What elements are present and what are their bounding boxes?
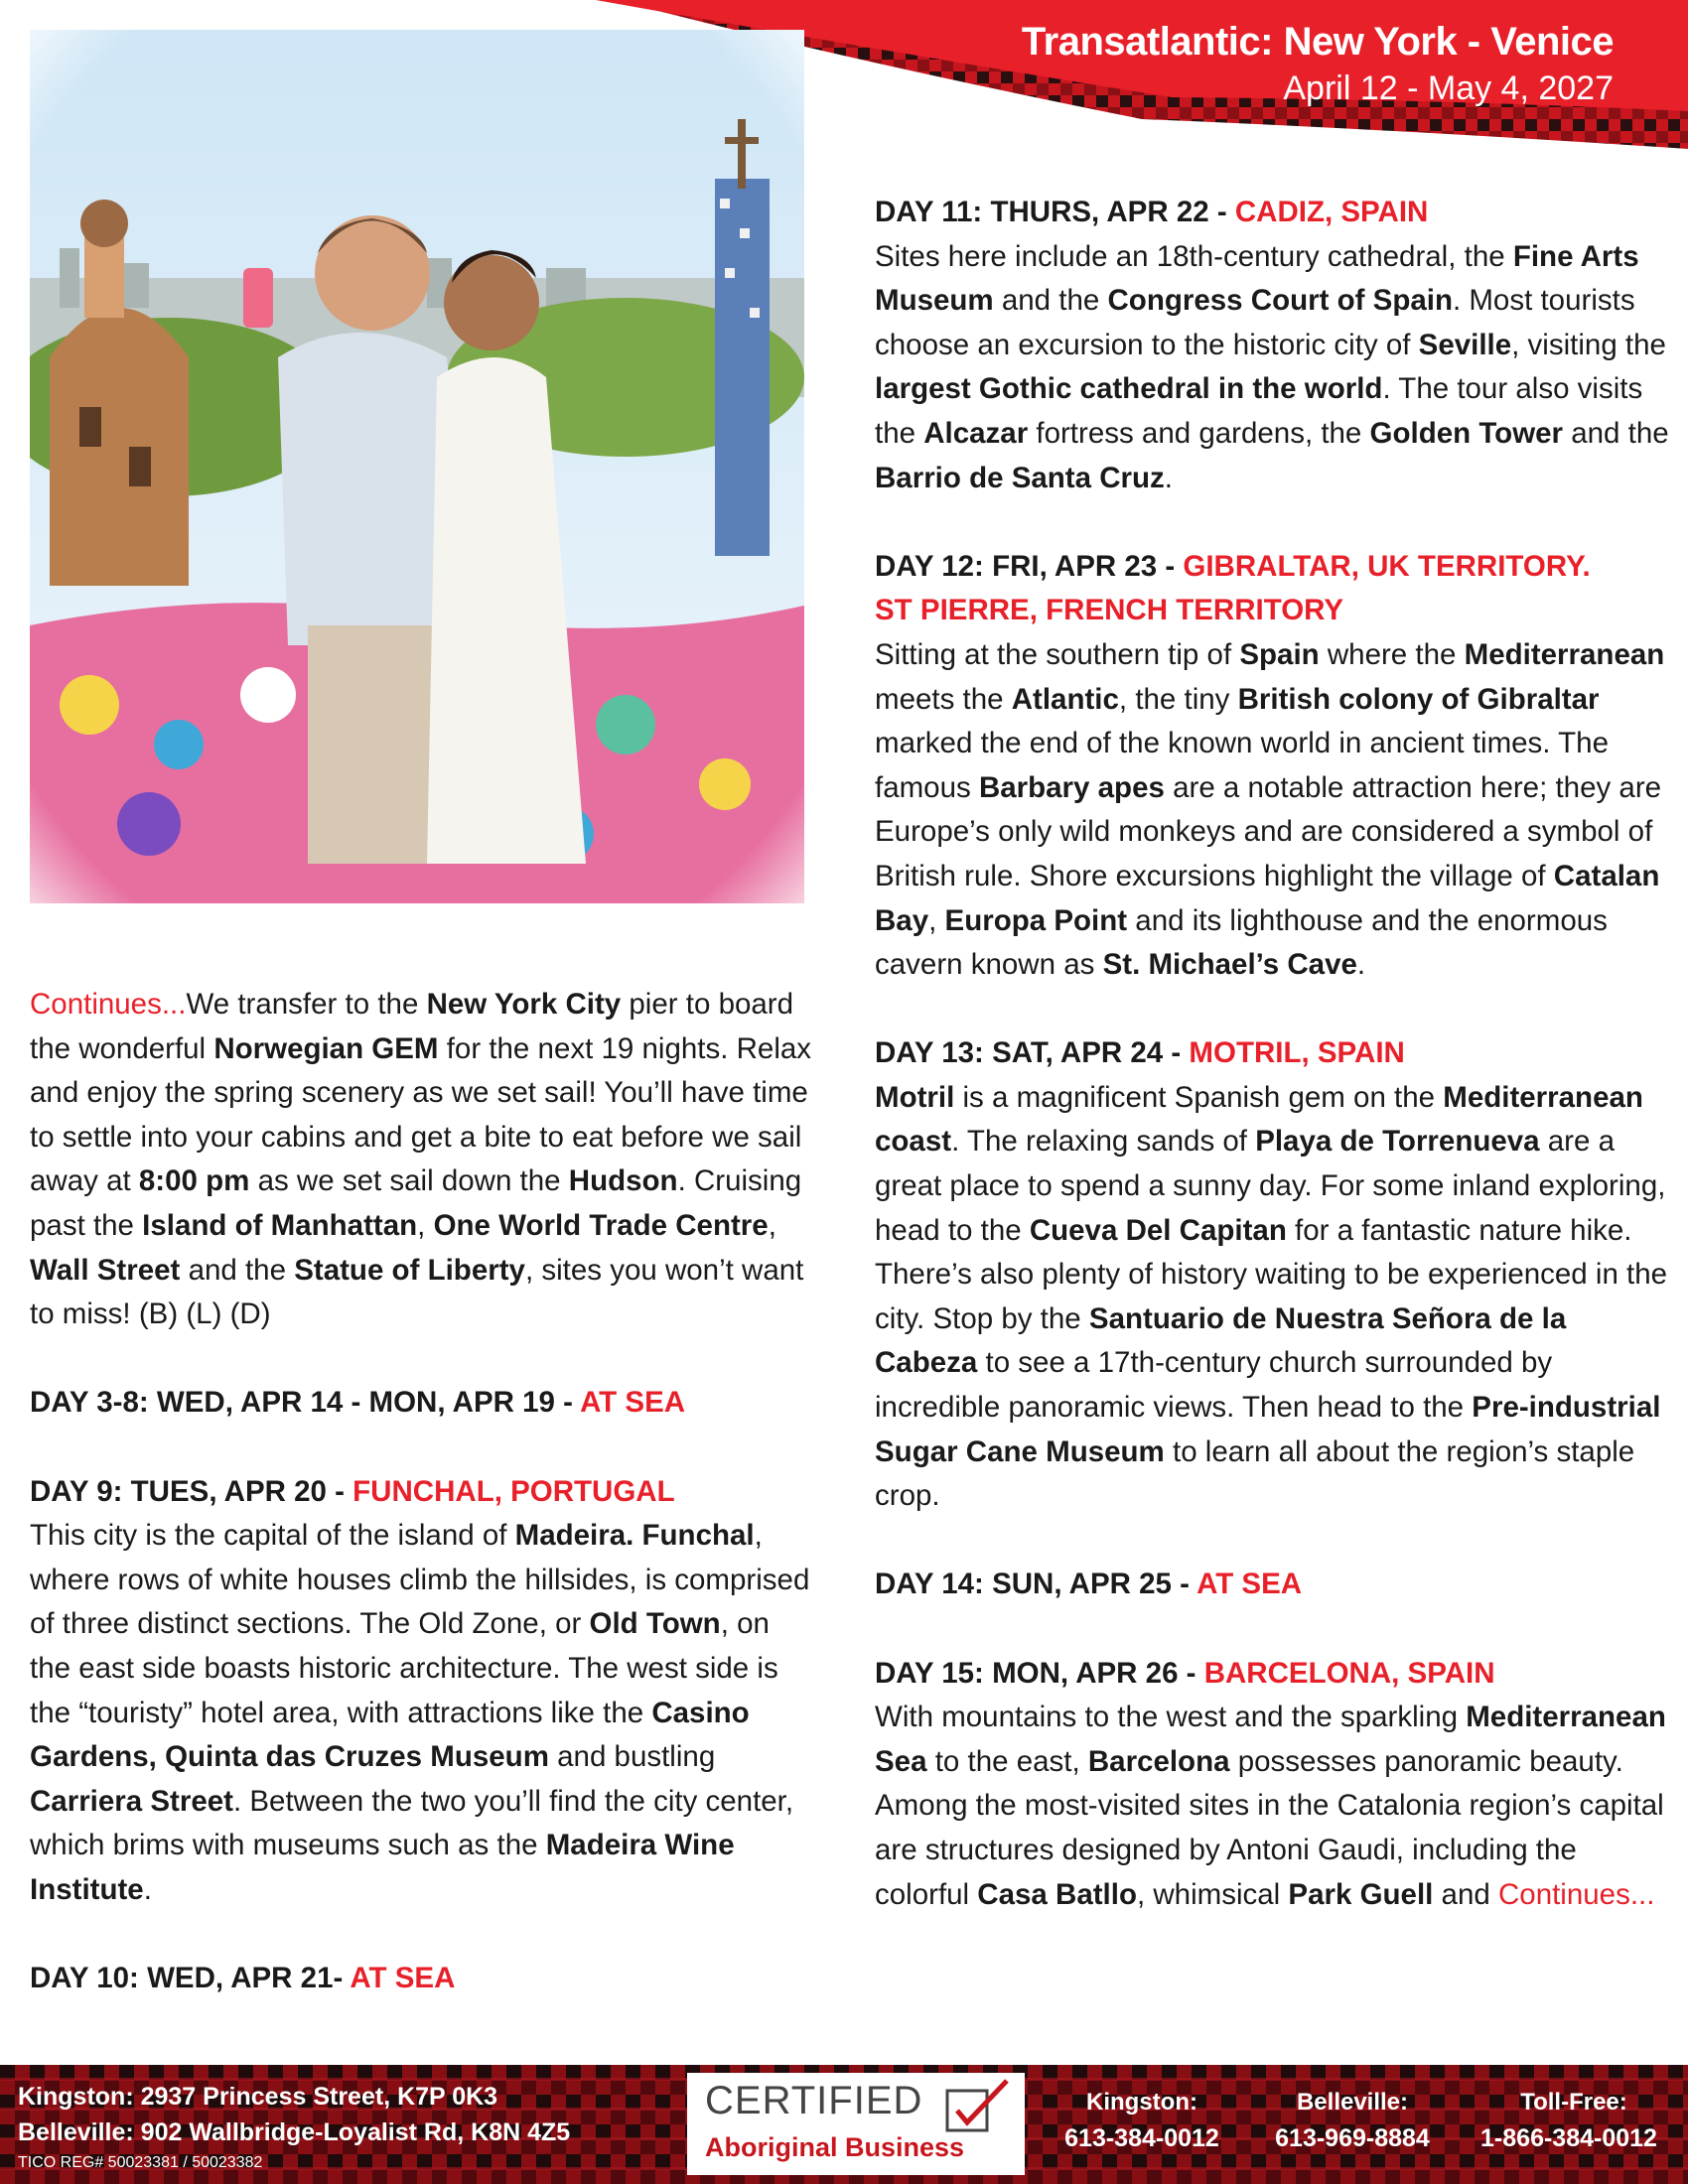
kingston-phone-label: Kingston: xyxy=(1086,2089,1197,2116)
day-11-heading: DAY 11: THURS, APR 22 - CADIZ, SPAIN xyxy=(875,196,1429,228)
day-9-paragraph: This city is the capital of the island of Madeira. Funchal, where rows of white houses climb the hillsides, is comprised of three distinct sections. The Old Zone, or Old Town, on the east side boasts historic architecture. The west side is the “touristy” hotel area, with attractions like the Casino Gardens, Quinta das Cruzes Museum and bustling Carriera Street. Between the two you’ll find the city center, which brims with museums such as the Madeira Wine Institute. xyxy=(30,1519,810,1906)
trip-dates: April 12 - May 4, 2027 xyxy=(1283,69,1614,107)
day-14-heading: DAY 14: SUN, APR 25 - AT SEA xyxy=(875,1568,1303,1601)
trip-title: Transatlantic: New York - Venice xyxy=(1021,20,1614,64)
left-column xyxy=(30,983,814,2001)
kingston-address: Kingston: 2937 Princess Street, K7P 0K3 xyxy=(18,2083,498,2111)
continues-label: Continues... xyxy=(30,988,187,1021)
continues-label: Continues... xyxy=(1497,1877,1655,1911)
day-9-heading: DAY 9: TUES, APR 20 - FUNCHAL, PORTUGAL xyxy=(30,1474,675,1508)
belleville-phone-label: Belleville: xyxy=(1296,2089,1409,2116)
day-15-paragraph: With mountains to the west and the sparkling Mediterranean Sea to the east, Barcelona possesses panoramic beauty. Among the most-visited sites in the Catalonia region’s capital are structures designed by Antoni Gaudi, including the colorful Casa Batllo, whimsical Park Guell and Continues... xyxy=(875,1701,1666,1911)
belleville-address: Belleville: 902 Wallbridge-Loyalist Rd, K8N 4Z5 xyxy=(18,2118,571,2146)
right-column xyxy=(875,191,1669,1917)
day-12-heading: DAY 12: FRI, APR 23 - GIBRALTAR, UK TERRITORY. ST PIERRE, FRENCH TERRITORY xyxy=(875,549,1591,627)
tico-registration: TICO REG# 50023381 / 50023382 xyxy=(18,2154,263,2171)
day-10-heading: DAY 10: WED, APR 21- AT SEA xyxy=(30,1962,456,1995)
certified-aboriginal-business-logo xyxy=(687,2073,1025,2175)
day-11-paragraph: Sites here include an 18th-century cathedral, the Fine Arts Museum and the Congress Court of Spain. Most tourists choose an excursion to the historic city of Seville, visiting the largest Gothic cathedral in the world. The tour also visits the Alcazar fortress and gardens, the Golden Tower and the Barrio de Santa Cruz. xyxy=(875,239,1669,494)
belleville-phone[interactable]: 613-969-8884 xyxy=(1275,2124,1430,2152)
intro-paragraph: Continues...We transfer to the New York City pier to board the wonderful Norwegian GEM for the next 19 nights. Relax and enjoy the spring scenery as we set sail! You’ll have time to settle into your cabins and get a bite to eat before we sail away at 8:00 pm as we set sail down the Hudson. Cruising past the Island of Manhattan, One World Trade Centre, Wall Street and the Statue of Liberty, sites you won’t want to miss! (B) (L) (D) xyxy=(30,988,812,1331)
day-3-8-heading: DAY 3-8: WED, APR 14 - MON, APR 19 - AT SEA xyxy=(30,1386,686,1420)
cert-bottom-text: Aboriginal Business xyxy=(705,2132,965,2162)
couple-selfie-photo xyxy=(30,30,804,903)
kingston-phone[interactable]: 613-384-0012 xyxy=(1064,2124,1219,2152)
tollfree-phone-label: Toll-Free: xyxy=(1520,2089,1627,2116)
feather-checkbox-icon xyxy=(943,2077,1013,2136)
day-15-heading: DAY 15: MON, APR 26 - BARCELONA, SPAIN xyxy=(875,1656,1495,1690)
tollfree-phone[interactable]: 1-866-384-0012 xyxy=(1480,2124,1657,2152)
day-12-paragraph: Sitting at the southern tip of Spain where the Mediterranean meets the Atlantic, the tiny British colony of Gibraltar marked the end of the known world in ancient times. The famous Barbary apes are a notable attraction here; they are Europe’s only wild monkeys and are considered a symbol of British rule. Shore excursions highlight the village of Catalan Bay, Europa Point and its lighthouse and the enormous cavern known as St. Michael’s Cave. xyxy=(875,637,1665,982)
day-13-heading: DAY 13: SAT, APR 24 - MOTRIL, SPAIN xyxy=(875,1036,1405,1070)
cert-top-text: CERTIFIED xyxy=(705,2079,923,2122)
day-13-paragraph: Motril is a magnificent Spanish gem on the Mediterranean coast. The relaxing sands of Playa de Torrenueva are a great place to spend a sunny day. For some inland exploring, head to the Cueva Del Capitan for a fantastic nature hike. There’s also plenty of history waiting to be experienced in the city. Stop by the Santuario de Nuestra Señora de la Cabeza to see a 17th-century church surrounded by incredible panoramic views. Then head to the Pre-industrial Sugar Cane Museum to learn all about the region’s staple crop. xyxy=(875,1080,1668,1513)
